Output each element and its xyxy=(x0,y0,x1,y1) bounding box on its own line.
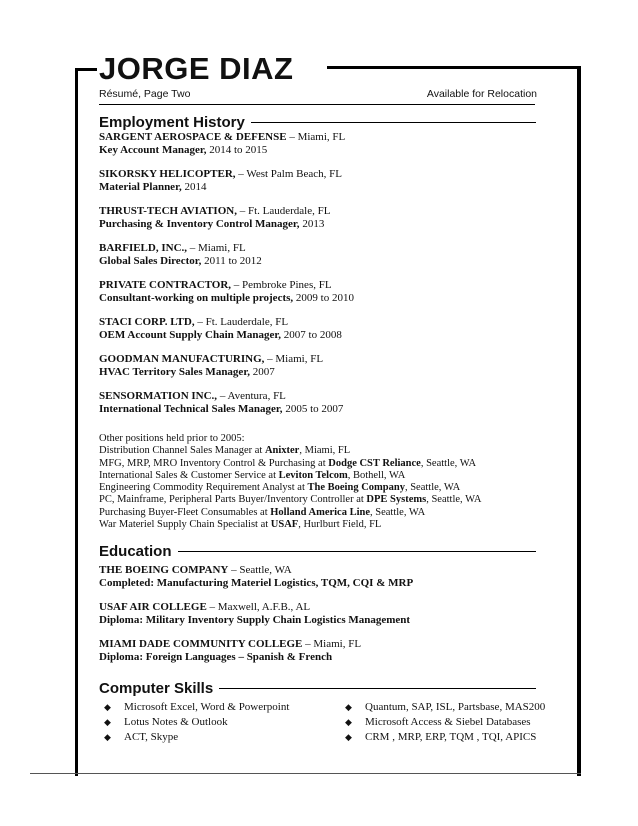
job-role: Global Sales Director, xyxy=(99,255,202,267)
job-location: – Miami, FL xyxy=(187,242,246,254)
skill-label: Lotus Notes & Outlook xyxy=(124,716,228,728)
school-diploma: Diploma: Military Inventory Supply Chain Logistics Management xyxy=(99,614,411,626)
job-years: 2005 to 2007 xyxy=(282,403,344,415)
school-location: – Maxwell, A.F.B., AL xyxy=(206,601,311,613)
skill-label: Microsoft Access & Siebel Databases xyxy=(365,716,531,728)
position-title: International Sales & Customer Service at xyxy=(99,469,279,481)
school-entry xyxy=(99,564,539,590)
job-role: Consultant-working on multiple projects, xyxy=(99,292,294,304)
job-entry xyxy=(99,168,539,194)
job-location: – West Palm Beach, FL xyxy=(235,168,342,180)
school-name: THE BOEING COMPANY xyxy=(99,564,229,576)
position-org: Holland America Line xyxy=(270,506,371,518)
job-company: SARGENT AEROSPACE & DEFENSE xyxy=(99,131,287,143)
frame-top-border xyxy=(327,66,581,69)
position-title: Engineering Commodity Requirement Analyst at xyxy=(99,482,308,494)
position-org: USAF xyxy=(270,519,299,531)
position-location: , Seattle, WA xyxy=(420,457,477,469)
school-name: USAF AIR COLLEGE xyxy=(99,601,207,613)
skills-column-right xyxy=(345,700,545,745)
skill-item xyxy=(104,730,289,745)
skills-column-left xyxy=(104,700,289,745)
skill-label: Quantum, SAP, ISL, Partsbase, MAS200 xyxy=(365,701,546,713)
other-position-line xyxy=(99,482,549,494)
header-subline xyxy=(99,88,537,100)
diamond-bullet-icon: ◆ xyxy=(104,702,111,712)
relocation-note: Available for Relocation xyxy=(426,88,537,100)
employment-list xyxy=(99,131,539,427)
job-role: Material Planner, xyxy=(99,181,182,193)
position-title: Distribution Channel Sales Manager at xyxy=(99,445,265,457)
job-role: HVAC Territory Sales Manager, xyxy=(99,366,250,378)
position-org: Leviton Telcom xyxy=(278,469,348,481)
job-years: 2009 to 2010 xyxy=(293,292,354,304)
job-company: GOODMAN MANUFACTURING, xyxy=(99,353,265,365)
job-company: SENSORMATION INC., xyxy=(99,390,218,402)
job-entry xyxy=(99,390,539,416)
job-location: – Aventura, FL xyxy=(217,390,286,402)
school-entry xyxy=(99,601,539,627)
school-name: MIAMI DADE COMMUNITY COLLEGE xyxy=(99,638,303,650)
school-diploma: Completed: Manufacturing Materiel Logistics, TQM, CQI & MRP xyxy=(99,577,414,589)
header-rule xyxy=(99,104,535,105)
job-role: Purchasing & Inventory Control Manager, xyxy=(99,218,300,230)
job-location: – Pembroke Pines, FL xyxy=(231,279,332,291)
job-entry xyxy=(99,316,539,342)
education-heading xyxy=(99,543,536,560)
candidate-name: JORGE DIAZ xyxy=(99,51,294,86)
other-position-line xyxy=(99,458,549,470)
position-location: , Bothell, WA xyxy=(347,469,406,481)
job-company: BARFIELD, INC., xyxy=(99,242,188,254)
school-location: – Seattle, WA xyxy=(228,564,292,576)
diamond-bullet-icon: ◆ xyxy=(345,717,352,727)
other-position-line xyxy=(99,519,549,531)
job-location: – Miami, FL xyxy=(264,353,324,365)
employment-heading xyxy=(99,114,536,131)
education-list xyxy=(99,564,539,675)
job-years: 2014 xyxy=(181,181,207,193)
position-location: , Hurlburt Field, FL xyxy=(298,519,382,531)
skills-title: Computer Skills xyxy=(99,680,214,697)
job-location: – Miami, FL xyxy=(286,131,346,143)
job-company: PRIVATE CONTRACTOR, xyxy=(99,279,232,291)
job-years: 2014 to 2015 xyxy=(206,144,268,156)
frame-right-border xyxy=(577,66,581,776)
other-positions xyxy=(99,433,549,531)
diamond-bullet-icon: ◆ xyxy=(104,717,111,727)
position-title: MFG, MRP, MRO Inventory Control & Purchasing at xyxy=(99,457,329,469)
job-years: 2007 xyxy=(249,366,275,378)
education-title: Education xyxy=(99,543,172,560)
position-title: War Materiel Supply Chain Specialist at xyxy=(99,519,271,531)
job-company: STACI CORP. LTD, xyxy=(99,316,195,328)
school-location: – Miami, FL xyxy=(302,638,362,650)
page-label: Résumé, Page Two xyxy=(99,88,191,100)
job-years: 2013 xyxy=(299,218,325,230)
job-company: SIKORSKY HELICOPTER, xyxy=(99,168,236,180)
position-location: , Seattle, WA xyxy=(404,482,461,494)
employment-title: Employment History xyxy=(99,114,245,131)
employment-rule xyxy=(251,122,536,123)
other-position-line xyxy=(99,470,549,482)
job-entry xyxy=(99,205,539,231)
skills-rule xyxy=(219,688,536,689)
position-org: DPE Systems xyxy=(366,494,427,506)
other-position-line xyxy=(99,507,549,519)
job-years: 2011 to 2012 xyxy=(201,255,262,267)
other-position-line xyxy=(99,445,549,457)
job-years: 2007 to 2008 xyxy=(281,329,342,341)
skill-item xyxy=(104,700,289,715)
job-location: – Ft. Lauderdale, FL xyxy=(194,316,289,328)
job-entry xyxy=(99,353,539,379)
frame-left-border xyxy=(75,68,97,776)
skill-label: Microsoft Excel, Word & Powerpoint xyxy=(124,701,290,713)
job-role: International Technical Sales Manager, xyxy=(99,403,283,415)
job-role: Key Account Manager, xyxy=(99,144,207,156)
job-company: THRUST-TECH AVIATION, xyxy=(99,205,237,217)
skill-item xyxy=(104,715,289,730)
skill-item xyxy=(345,715,545,730)
position-location: , Seattle, WA xyxy=(370,506,426,518)
position-title: Purchasing Buyer-Fleet Consumables at xyxy=(99,506,271,518)
job-entry xyxy=(99,131,539,157)
diamond-bullet-icon: ◆ xyxy=(345,732,352,742)
diamond-bullet-icon: ◆ xyxy=(104,732,111,742)
position-org: Anixter xyxy=(264,445,300,457)
position-org: Dodge CST Reliance xyxy=(328,457,421,469)
job-entry xyxy=(99,242,539,268)
position-title: PC, Mainframe, Peripheral Parts Buyer/Inventory Controller at xyxy=(99,494,367,506)
position-org: The Boeing Company xyxy=(307,482,405,494)
school-entry xyxy=(99,638,539,664)
other-position-line xyxy=(99,494,549,506)
other-positions-heading: Other positions held prior to 2005: xyxy=(99,433,245,444)
job-role: OEM Account Supply Chain Manager, xyxy=(99,329,282,341)
skills-heading xyxy=(99,680,536,697)
skill-item xyxy=(345,730,545,745)
education-rule xyxy=(178,551,536,552)
skill-label: ACT, Skype xyxy=(124,731,179,743)
job-entry xyxy=(99,279,539,305)
school-diploma: Diploma: Foreign Languages – Spanish & French xyxy=(99,651,333,663)
position-location: , Seattle, WA xyxy=(426,494,482,506)
diamond-bullet-icon: ◆ xyxy=(345,702,352,712)
job-location: – Ft. Lauderdale, FL xyxy=(236,205,331,217)
skill-item xyxy=(345,700,545,715)
skill-label: CRM , MRP, ERP, TQM , TQI, APICS xyxy=(365,731,537,743)
frame-bottom-rule xyxy=(30,773,581,774)
position-location: , Miami, FL xyxy=(299,445,351,457)
